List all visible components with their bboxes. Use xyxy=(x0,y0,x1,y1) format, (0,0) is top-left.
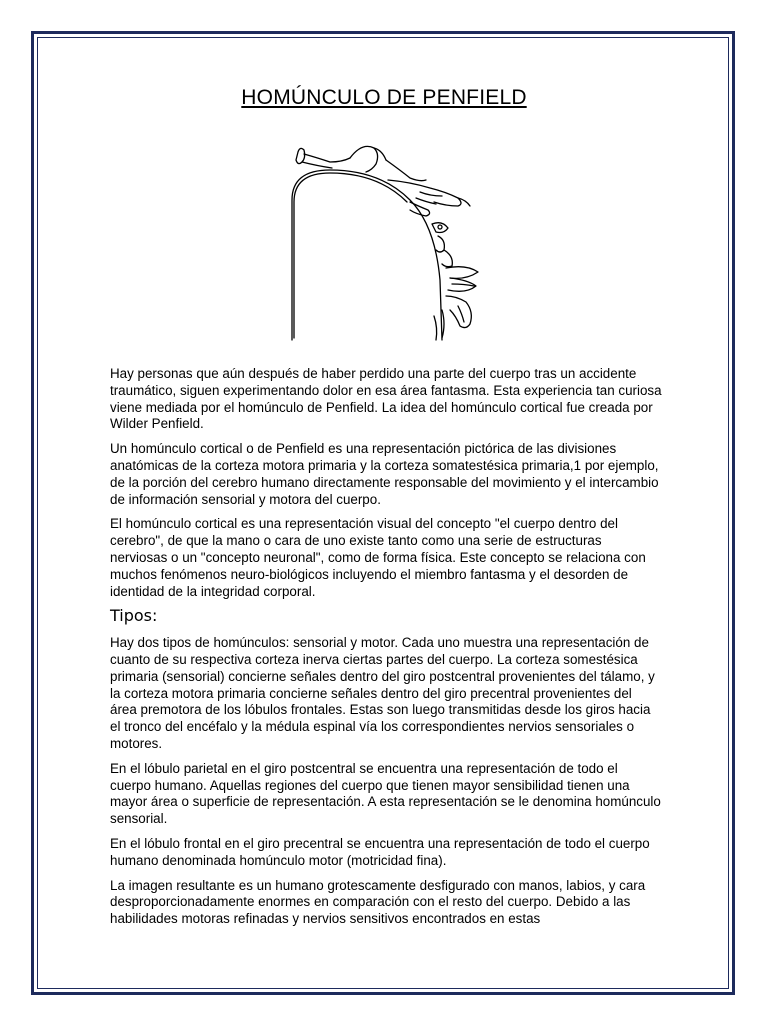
document-body xyxy=(110,366,662,936)
paragraph: El homúnculo cortical es una representación visual del concepto "el cuerpo dentro del cerebro", de que la mano o cara de uno existe tanto como una serie de estructuras nerviosas o un "concepto neuronal", como de forma física. Este concepto se relaciona con muchos fenómenos neuro-biológicos incluyendo el miembro fantasma y el desorden de identidad de la integridad corporal. xyxy=(110,516,646,599)
paragraph: Hay personas que aún después de haber perdido una parte del cuerpo tras un accidente traumático, siguen experimentando dolor en esa área fantasma. Esta experiencia tan curiosa viene mediada por el homúnculo de Penfield. La idea del homúnculo cortical fue creada por Wilder Penfield. xyxy=(110,366,662,432)
paragraph: En el lóbulo parietal en el giro postcentral se encuentra una representación de todo el cuerpo humano. Aquellas regiones del cuerpo que tienen mayor sensibilidad tienen una mayor área o superficie de representación. A esta representación se le denomina homúnculo sensorial. xyxy=(110,760,661,827)
section-heading: Tipos: xyxy=(110,606,158,626)
paragraph: La imagen resultante es un humano grotescamente desfigurado con manos, labios, y cara desproporcionadamente enormes en comparación con el resto del cuerpo. Debido a las habilidades motoras refinadas y nervios sensitivos encontrados en estas xyxy=(110,877,646,927)
paragraph: Un homúnculo cortical o de Penfield es una representación pictórica de las divisiones anatómicas de la corteza motora primaria y la corteza somatestésica primaria,1 por ejemplo, de la porción del cerebro humano directamente responsable del movimiento y el intercambio de información sensorial y motora del cuerpo. xyxy=(110,441,659,507)
page-title: HOMÚNCULO DE PENFIELD xyxy=(241,86,527,109)
paragraph: Hay dos tipos de homúnculos: sensorial y motor. Cada uno muestra una representación de cuanto de su respectiva corteza inerva ciertas partes del cuerpo. La corteza somestésica primaria (sensorial) concierne señales dentro del giro postcentral provenientes del tálamo, y la corteza motora primaria concierne señales dentro del giro precentral provenientes del área premotora de los lóbulos frontales. Estas son luego transmitidas desde los giros hacia el tronco del encéfalo y la médula espinal vía los correspondientes nervios sensoriales o motores. xyxy=(110,635,655,751)
paragraph: En el lóbulo frontal en el giro precentral se encuentra una representación de todo el cuerpo humano denominada homúnculo motor (motricidad fina). xyxy=(110,835,650,868)
homunculus-illustration xyxy=(270,140,500,350)
